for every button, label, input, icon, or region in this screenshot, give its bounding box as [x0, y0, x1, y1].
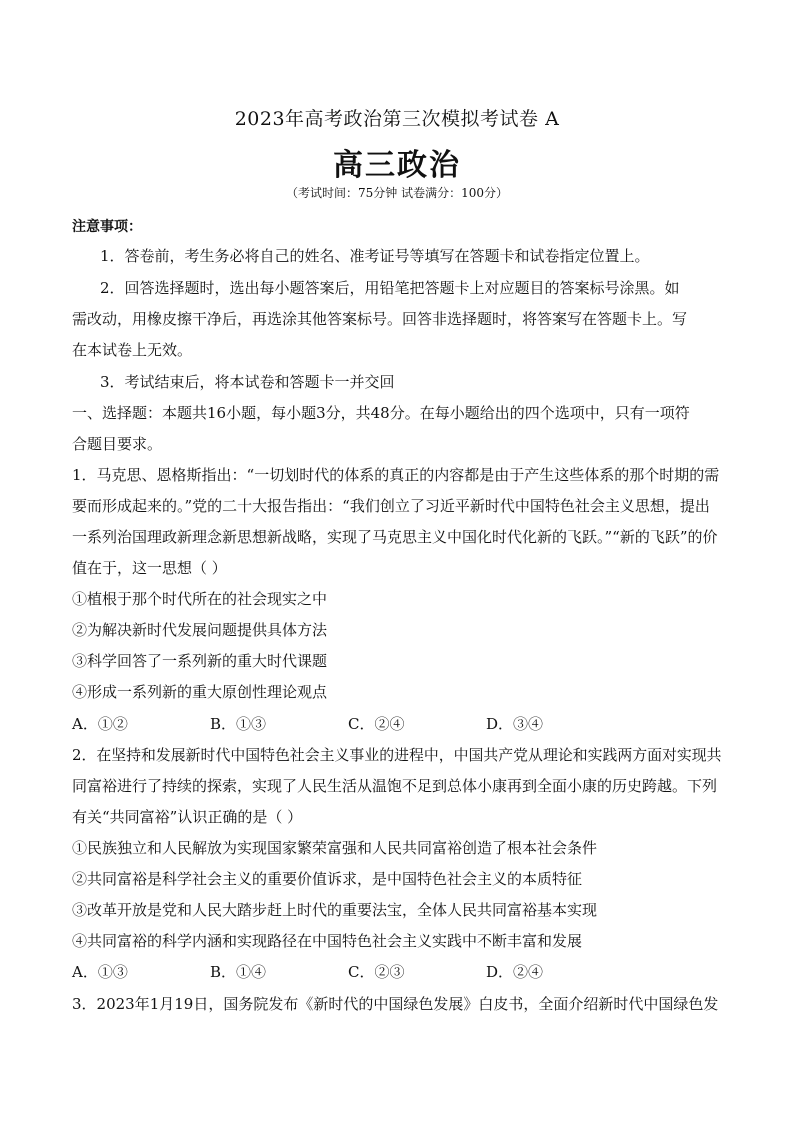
question-1-option-c: C．②④	[348, 715, 405, 733]
exam-info: （考试时间：75分钟 试卷满分：100分）	[286, 186, 508, 200]
question-2-line-1: 2．在坚持和发展新时代中国特色社会主义事业的进程中，中国共产党从理论和实践两方面对实现共	[72, 746, 722, 764]
question-1-statement-4: ④形成一系列新的重大原创性理论观点	[72, 683, 328, 701]
notice-item-2-line-1: 2．回答选择题时，选出每小题答案后，用铅笔把答题卡上对应题目的答案标号涂黑。如	[100, 279, 680, 297]
question-1-line-3: 一系列治国理政新理念新思想新战略，实现了马克思主义中国化时代化新的飞跃。”“新的飞跃”的价	[72, 528, 718, 546]
question-2-statement-4: ④共同富裕的科学内涵和实现路径在中国特色社会主义实践中不断丰富和发展	[72, 932, 583, 950]
question-2-option-c: C．②③	[348, 963, 405, 981]
notice-item-2-line-2: 需改动，用橡皮擦干净后，再选涂其他答案标号。回答非选择题时，将答案写在答题卡上。写	[72, 310, 688, 328]
subject-title: 高三政治	[333, 148, 461, 183]
question-1-statement-3: ③科学回答了一系列新的重大时代课题	[72, 652, 328, 670]
question-1-statement-1: ①植根于那个时代所在的社会现实之中	[72, 590, 328, 608]
question-2-statement-1: ①民族独立和人民解放为实现国家繁荣富强和人民共同富裕创造了根本社会条件	[72, 839, 598, 857]
question-1-line-2: 要而形成起来的。”党的二十大报告指出：“我们创立了习近平新时代中国特色社会主义思想，提出	[72, 497, 710, 515]
question-2-statement-3: ③改革开放是党和人民大踏步赶上时代的重要法宝，全体人民共同富裕基本实现	[72, 901, 598, 919]
question-2-line-2: 同富裕进行了持续的探索，实现了人民生活从温饱不足到总体小康再到全面小康的历史跨越。下列	[72, 777, 718, 795]
question-3-line-1: 3．2023年1月19日，国务院发布《新时代的中国绿色发展》白皮书，全面介绍新时代中国绿色发	[72, 995, 719, 1013]
question-2-statement-2: ②共同富裕是科学社会主义的重要价值诉求，是中国特色社会主义的本质特征	[72, 870, 583, 888]
question-1-line-1: 1．马克思、恩格斯指出：“一切划时代的体系的真正的内容都是由于产生这些体系的那个时期的需	[72, 466, 720, 484]
notice-heading: 注意事项：	[72, 219, 142, 235]
notice-item-2-line-3: 在本试卷上无效。	[72, 341, 193, 359]
question-1-line-4: 值在于，这一思想（ ）	[72, 559, 227, 577]
question-1-option-d: D．③④	[486, 715, 544, 733]
section-1-line-2: 合题目要求。	[72, 435, 163, 453]
question-1-option-a: A．①②	[72, 715, 128, 733]
section-1-line-1: 一、选择题：本题共16小题，每小题3分，共48分。在每小题给出的四个选项中，只有一项符	[72, 404, 690, 422]
question-2-option-a: A．①③	[72, 963, 128, 981]
notice-item-1: 1．答卷前，考生务必将自己的姓名、准考证号等填写在答题卡和试卷指定位置上。	[100, 247, 650, 265]
question-1-statement-2: ②为解决新时代发展问题提供具体方法	[72, 621, 328, 639]
question-2-option-d: D．②④	[486, 963, 544, 981]
question-1-option-b: B．①③	[210, 715, 267, 733]
notice-item-3: 3．考试结束后，将本试卷和答题卡一并交回	[100, 373, 395, 391]
question-2-line-3: 有关“共同富裕”认识正确的是（ ）	[72, 808, 303, 826]
question-2-option-b: B．①④	[210, 963, 267, 981]
exam-title: 2023年高考政治第三次模拟考试卷 A	[234, 108, 560, 130]
